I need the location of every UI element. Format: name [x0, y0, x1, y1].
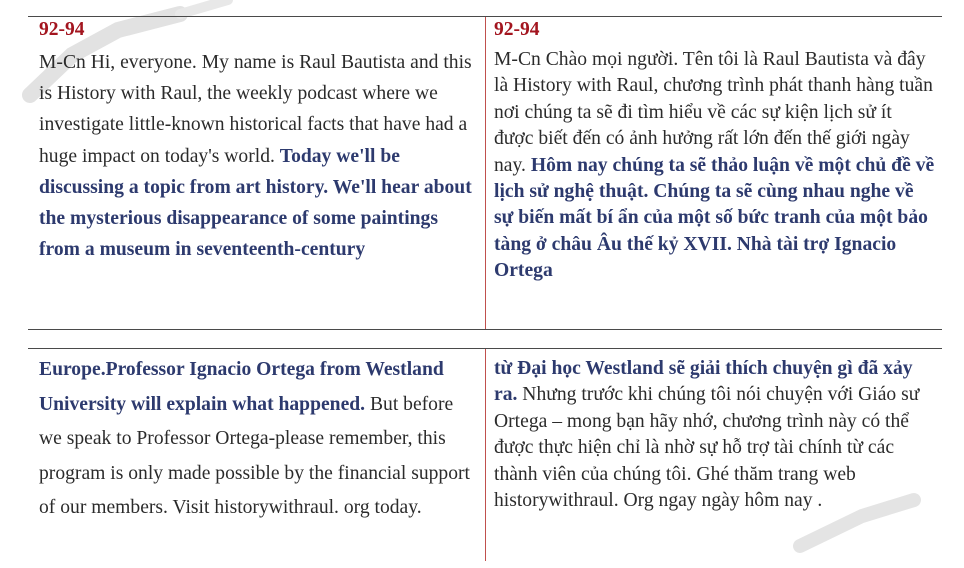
passage-block-2: [28, 348, 942, 561]
highlighted-text: Hôm nay chúng ta sẽ thảo luận về một chủ đề về lịch sử nghệ thuật. Chúng ta sẽ cùng nhau nghe về sự biến mất bí ẩn của một số bức tranh của một bảo tàng ở châu Âu thế kỷ XVII. Nhà tài trợ Ignacio Ortega: [494, 154, 935, 282]
passage-block-1: [28, 16, 942, 330]
normal-text: M-Cn Chào mọi người. Tên tôi là Raul Bautista và đây là History with Raul, chương trình phát thanh hàng tuần nơi chúng ta sẽ đi tìm hiểu về các sự kiện lịch sử ít được biết đến có ảnh hưởng rất lớn đến thế giới ngày nay.: [494, 49, 933, 176]
question-range-heading: 92-94: [494, 19, 540, 40]
normal-text: M-Cn Hi, everyone. My name is Raul Bautista and this is History with Raul, the weekly podcast where we investigate little-known historical facts that have had a huge impact on today's world.: [39, 52, 472, 167]
highlighted-text: từ Đại học Westland sẽ giải thích chuyện gì đã xảy ra.: [494, 358, 913, 406]
english-cell: [28, 17, 485, 265]
vietnamese-cell: [486, 17, 942, 285]
question-range-heading: 92-94: [39, 19, 85, 40]
highlighted-text: Europe.Professor Ignacio Ortega from Westland University will explain what happened.: [39, 359, 444, 415]
vietnamese-cell: [486, 349, 942, 514]
english-cell: [28, 349, 485, 526]
english-paragraph: [39, 47, 477, 265]
vietnamese-paragraph: [494, 356, 936, 514]
normal-text: Nhưng trước khi chúng tôi nói chuyện với Giáo sư Ortega – mong bạn hãy nhớ, chương trình này có thể được thực hiện chỉ là nhờ sự hỗ trợ tài chính từ các thành viên của chúng tôi. Ghé thăm trang web historywithraul. Org ngay ngày hôm nay .: [494, 384, 920, 512]
english-paragraph: [39, 353, 477, 526]
vietnamese-paragraph: [494, 47, 936, 285]
normal-text: But before we speak to Professor Ortega-please remember, this program is only made possible by the financial support of our members. Visit historywithraul. org today.: [39, 393, 470, 518]
highlighted-text: Today we'll be discussing a topic from art history. We'll hear about the mysterious disappearance of some paintings from a museum in seventeenth-century: [39, 145, 472, 261]
